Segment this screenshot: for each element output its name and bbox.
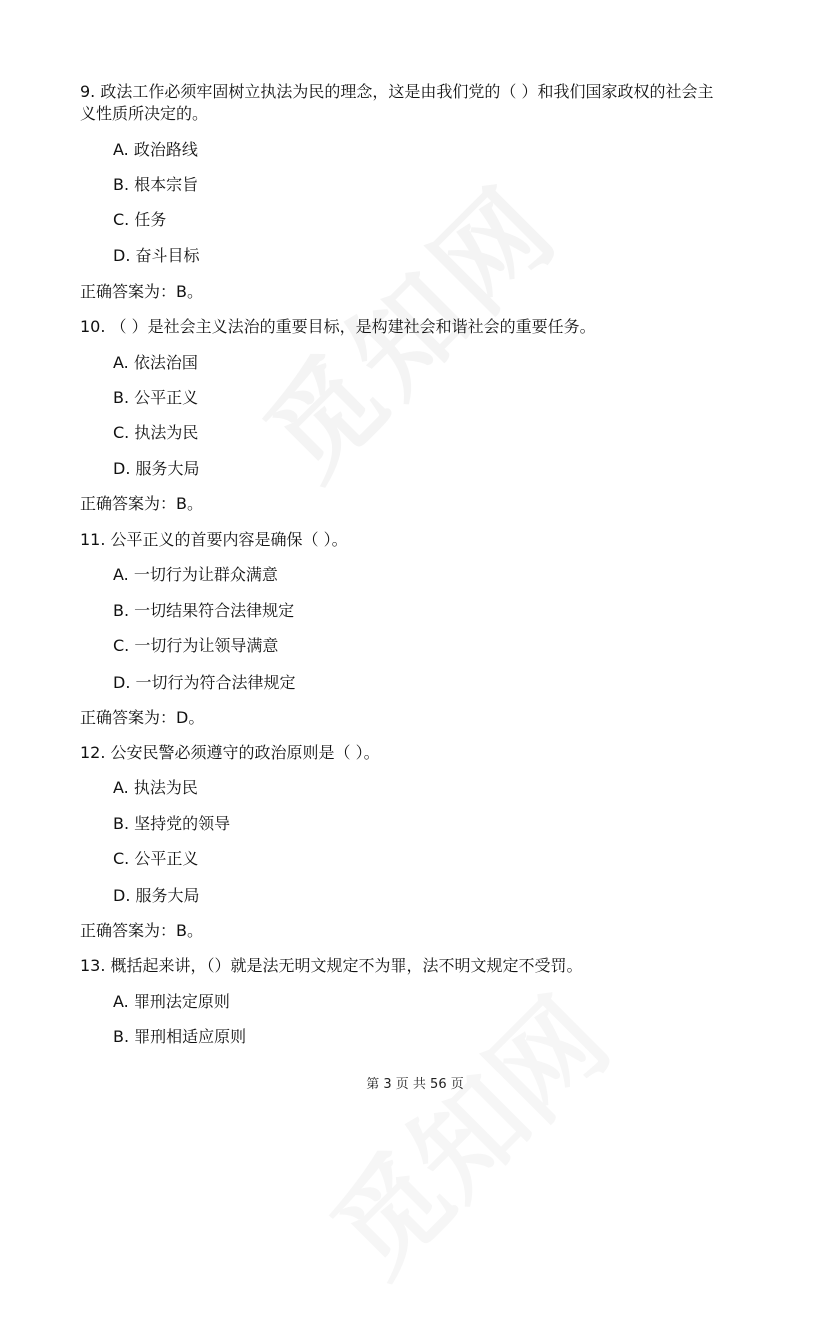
- question-9-option-c: C. 任务: [113, 210, 167, 229]
- question-13-stem: 13. 概括起来讲，（）就是法无明文规定不为罪，法不明文规定不受罚。: [80, 956, 583, 975]
- question-11-option-a: A. 一切行为让群众满意: [113, 565, 278, 584]
- question-13-option-b: B. 罪刑相适应原则: [113, 1027, 247, 1046]
- page-footer: 第 3 页 共 56 页: [366, 1077, 464, 1092]
- question-11-option-d: D. 一切行为符合法律规定: [113, 673, 296, 692]
- question-11-option-b: B. 一切结果符合法律规定: [113, 601, 295, 620]
- question-9-option-d: D. 奋斗目标: [113, 246, 200, 265]
- question-12-stem: 12. 公安民警必须遵守的政治原则是（ ）。: [80, 743, 380, 762]
- question-9-answer: 正确答案为：B。: [80, 282, 203, 301]
- question-12-option-c: C. 公平正义: [113, 849, 199, 868]
- question-9-option-b: B. 根本宗旨: [113, 175, 199, 194]
- question-10-option-a: A. 依法治国: [113, 353, 198, 372]
- question-10-option-c: C. 执法为民: [113, 423, 199, 442]
- question-10-option-d: D. 服务大局: [113, 459, 200, 478]
- question-11-option-c: C. 一切行为让领导满意: [113, 636, 279, 655]
- question-9-stem-line-1: 9. 政法工作必须牢固树立执法为民的理念，这是由我们党的（ ）和我们国家政权的社会主: [80, 82, 714, 101]
- watermark-partial: [292, 987, 638, 1333]
- question-9-option-a: A. 政治路线: [113, 140, 198, 159]
- question-12-answer: 正确答案为：B。: [80, 921, 203, 940]
- question-13-option-a: A. 罪刑法定原则: [113, 992, 230, 1011]
- question-11-stem: 11. 公平正义的首要内容是确保（ ）。: [80, 530, 348, 549]
- question-9-stem-line-2: 义性质所决定的。: [80, 104, 209, 123]
- question-12-option-d: D. 服务大局: [113, 886, 200, 905]
- question-12-option-a: A. 执法为民: [113, 778, 198, 797]
- question-11-answer: 正确答案为：D。: [80, 708, 205, 727]
- question-12-option-b: B. 坚持党的领导: [113, 814, 231, 833]
- question-10-option-b: B. 公平正义: [113, 388, 199, 407]
- question-10-answer: 正确答案为：B。: [80, 494, 203, 513]
- question-10-stem: 10. （ ）是社会主义法治的重要目标，是构建社会和谐社会的重要任务。: [80, 317, 596, 336]
